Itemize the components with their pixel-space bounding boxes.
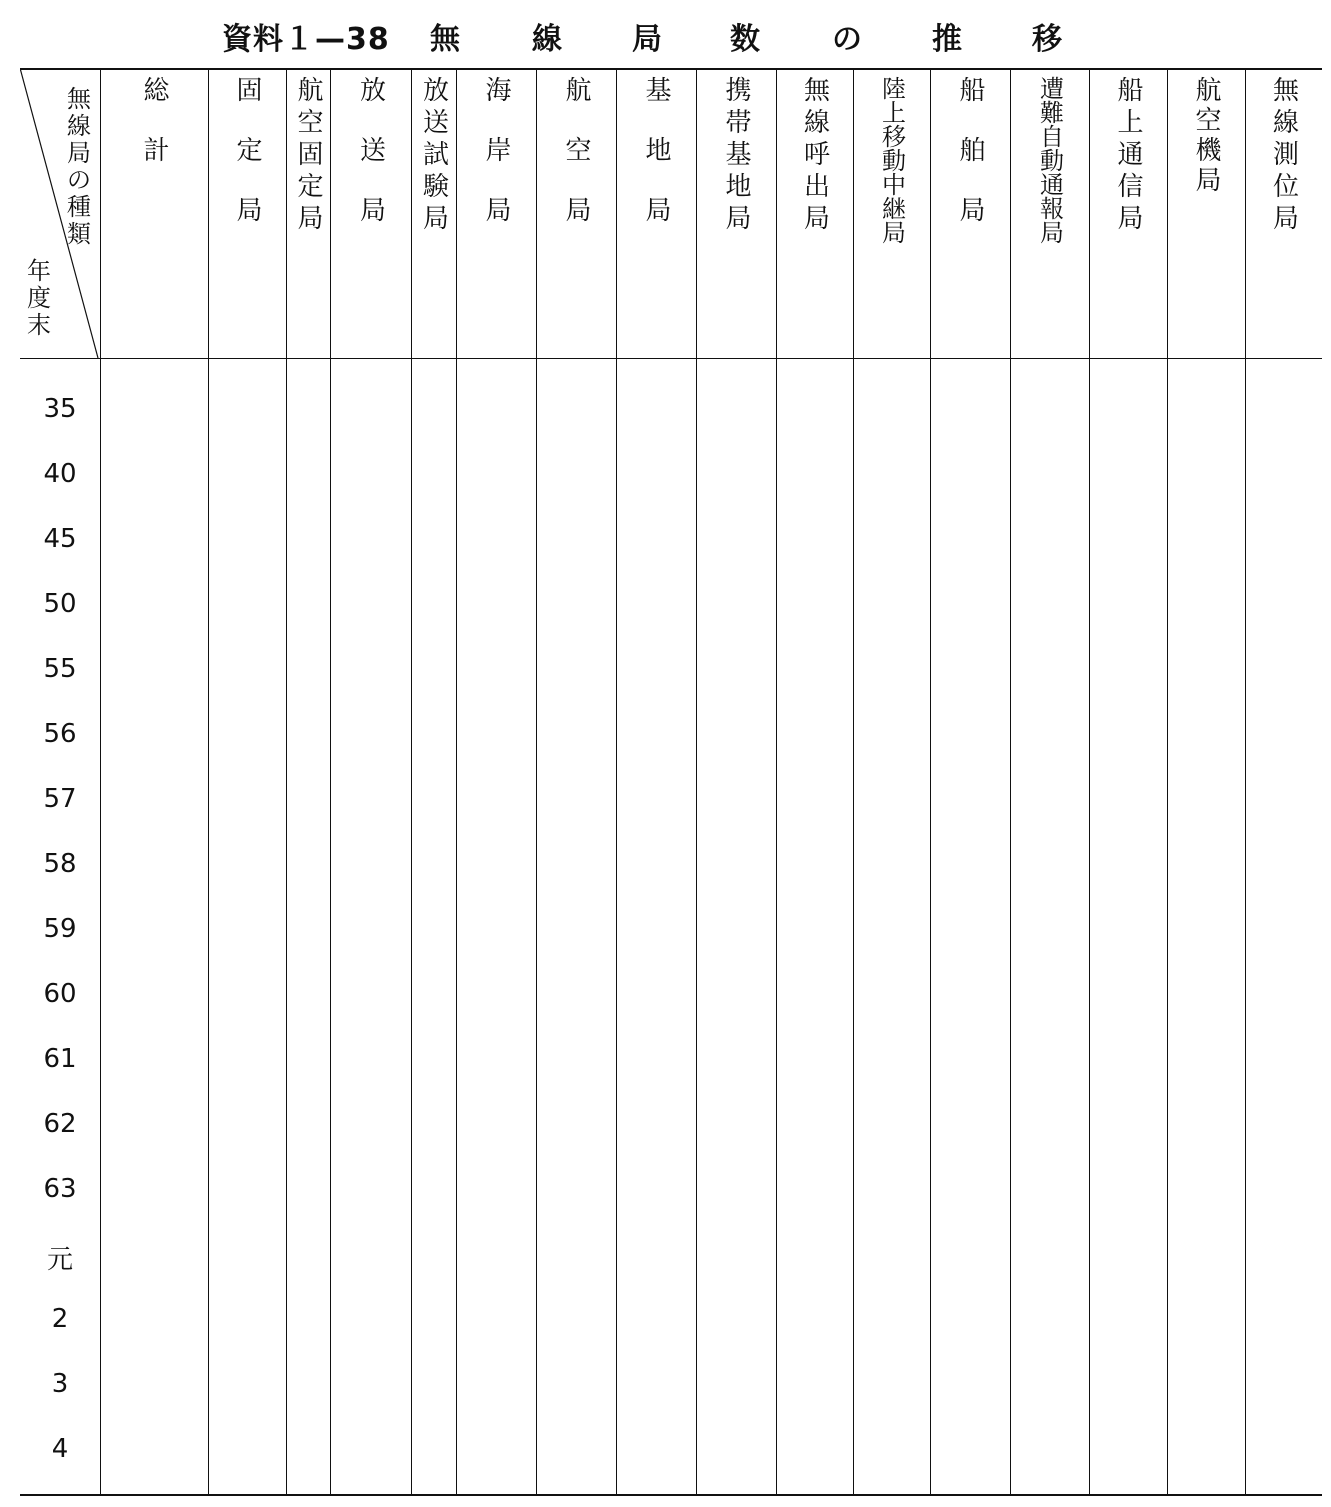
row-year-label: 50	[43, 589, 77, 619]
title-prefix: 資料１—38	[222, 22, 390, 57]
title-char: 推	[932, 22, 963, 57]
row-year-label: 35	[43, 394, 77, 424]
column-header	[1089, 76, 1167, 356]
title-char: 局	[632, 22, 663, 57]
column-header	[776, 76, 853, 356]
title-char: 無	[430, 22, 461, 57]
column-header	[100, 76, 208, 356]
column-header-label: 基 地 局	[641, 76, 671, 226]
row-year-label: 57	[43, 784, 77, 814]
row-year-label: 2	[51, 1304, 69, 1334]
column-header	[696, 76, 776, 356]
row-year-label: 40	[43, 459, 77, 489]
title-char: 数	[730, 22, 761, 57]
column-header	[1010, 76, 1089, 356]
column-header	[208, 76, 286, 356]
column-header	[456, 76, 536, 356]
row-year-label: 62	[43, 1109, 77, 1139]
column-header	[853, 76, 930, 356]
column-header	[330, 76, 411, 356]
corner-label-fiscal-year-end: 年 度 末	[27, 257, 51, 339]
table-top-rule	[20, 68, 1322, 70]
row-year-label: 58	[43, 849, 77, 879]
column-header-label: 無線測位局	[1268, 76, 1299, 236]
row-year-label: 60	[43, 979, 77, 1009]
title-char: 移	[1032, 22, 1063, 57]
column-header	[930, 76, 1010, 356]
row-year-label: 61	[43, 1044, 77, 1074]
column-header-label: 航空固定局	[293, 76, 323, 236]
title-char: 線	[532, 22, 563, 57]
title-char: の	[832, 22, 863, 57]
row-year-label: 3	[51, 1369, 69, 1399]
row-year-label: 56	[43, 719, 77, 749]
column-header-label: 航 空 局	[561, 76, 591, 226]
column-header	[1245, 76, 1322, 356]
column-header	[536, 76, 616, 356]
column-header-label: 陸上移動中継局	[877, 76, 906, 244]
column-header	[616, 76, 696, 356]
column-header-label: 放 送 局	[355, 76, 386, 226]
column-header-label: 海 岸 局	[481, 76, 511, 226]
column-header	[411, 76, 456, 356]
column-header-label: 無線呼出局	[799, 76, 830, 236]
page-title	[0, 10, 1331, 58]
row-year-label: 45	[43, 524, 77, 554]
row-year-label: 55	[43, 654, 77, 684]
column-header	[286, 76, 330, 356]
column-header-label: 船 舶 局	[955, 76, 985, 226]
row-year-label: 59	[43, 914, 77, 944]
column-header-label: 放送試験局	[418, 76, 449, 236]
column-header-label: 遭難自動通報局	[1035, 76, 1064, 244]
column-header-label: 船上通信局	[1113, 76, 1143, 236]
column-header-label: 航空機局	[1191, 76, 1221, 196]
row-year-label: 63	[43, 1174, 77, 1204]
row-year-label: 元	[46, 1245, 73, 1275]
row-year-label: 4	[51, 1434, 69, 1464]
corner-label-station-type: 無 線 局 の 種 類	[67, 85, 91, 248]
column-header	[1167, 76, 1245, 356]
column-header-label: 固 定 局	[232, 76, 262, 226]
column-header-label: 携帯基地局	[721, 76, 751, 236]
table-bottom-rule	[20, 1494, 1322, 1496]
column-header-label: 総 計	[139, 76, 169, 166]
header-rule	[20, 358, 1322, 359]
